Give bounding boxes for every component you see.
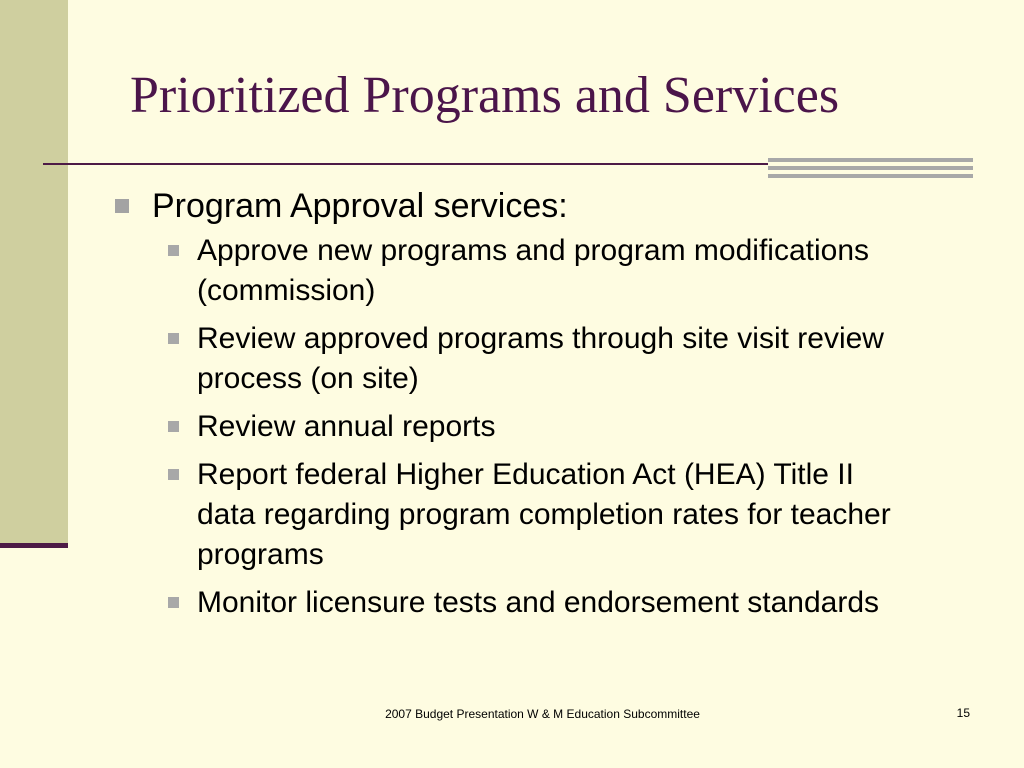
bullet-text: Program Approval services: <box>152 187 568 225</box>
square-bullet-icon <box>168 333 179 344</box>
sub-bullet-text: Review annual reports <box>197 410 496 443</box>
sub-bullet-text: Approve new programs and program modifications (commission) <box>197 234 869 307</box>
sub-bullet-item <box>168 407 945 447</box>
square-bullet-icon <box>168 421 179 432</box>
square-bullet-icon <box>168 469 179 480</box>
sub-bullet-list <box>115 231 945 623</box>
sub-bullet-item <box>168 583 945 623</box>
sub-bullet-text: Review approved programs through site visit review process (on site) <box>197 322 884 395</box>
slide-content <box>115 187 945 631</box>
sub-bullet-item <box>168 319 945 399</box>
accent-stripe <box>768 166 973 170</box>
sub-bullet-text: Report federal Higher Education Act (HEA) Title II data regarding program completion rates for teacher programs <box>197 458 891 571</box>
bullet-item <box>115 187 945 225</box>
left-decorative-band <box>0 0 68 544</box>
accent-stripe <box>768 174 973 178</box>
square-bullet-icon <box>115 199 129 213</box>
accent-stripe <box>768 158 973 162</box>
slide-number: 15 <box>956 706 970 720</box>
square-bullet-icon <box>168 597 179 608</box>
sub-bullet-item <box>168 455 945 575</box>
slide-footer: 2007 Budget Presentation W & M Education Subcommittee <box>385 707 700 721</box>
slide-title: Prioritized Programs and Services <box>130 67 840 124</box>
title-divider-line <box>43 163 768 165</box>
sub-bullet-item <box>168 231 945 311</box>
left-accent-bar <box>0 543 68 548</box>
sub-bullet-text: Monitor licensure tests and endorsement standards <box>197 586 880 619</box>
square-bullet-icon <box>168 245 179 256</box>
